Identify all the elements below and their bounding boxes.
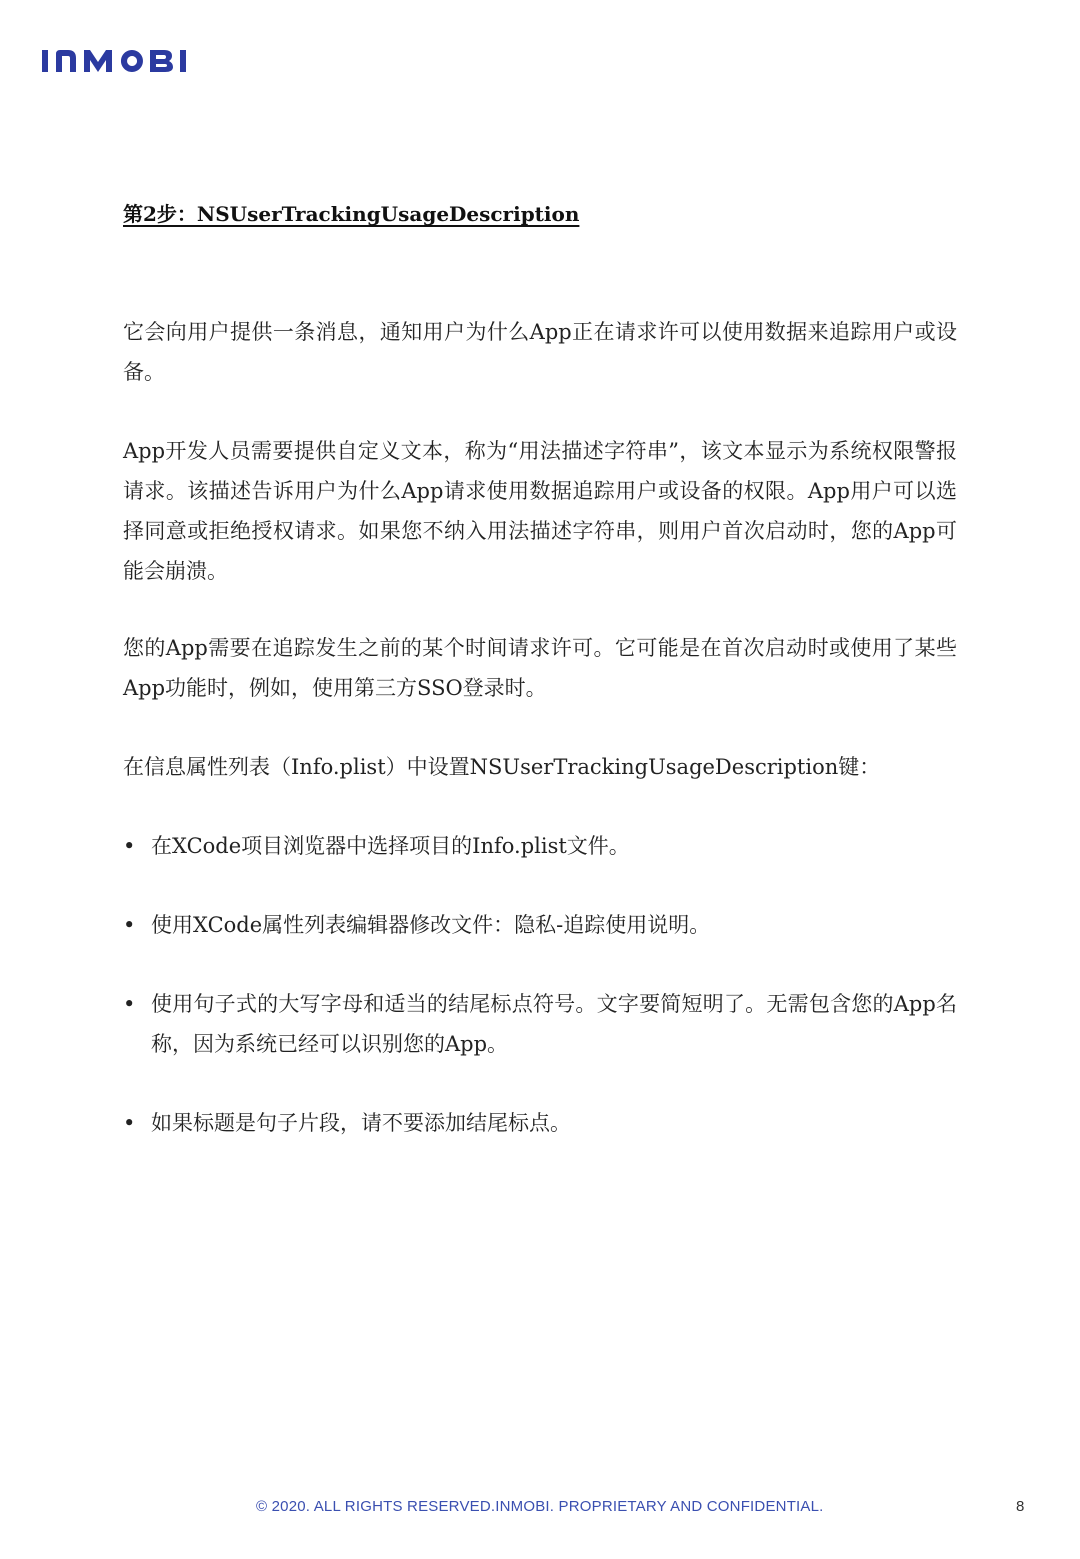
paragraph-request-timing: 您的App需要在追踪发生之前的某个时间请求许可。它可能是在首次启动时或使用了某些App功能时，例如，使用第三方SSO登录时。 (123, 636, 957, 700)
section-heading: 第2步：NSUserTrackingUsageDescription (123, 202, 580, 226)
list-item-text: 在XCode项目浏览器中选择项目的Info.plist文件。 (151, 834, 630, 858)
inmobi-logo-icon (40, 44, 216, 76)
copyright-notice: © 2020. ALL RIGHTS RESERVED.INMOBI. PROPRIETARY AND CONFIDENTIAL. (256, 1498, 824, 1515)
bullet-marker: • (123, 992, 136, 1016)
page-footer (0, 1498, 1080, 1522)
bullet-marker: • (123, 913, 136, 937)
bullet-marker: • (123, 1111, 136, 1135)
inmobi-logo (40, 44, 216, 76)
list-item-text: 如果标题是句子片段，请不要添加结尾标点。 (151, 1111, 571, 1135)
paragraph-usage-description: App开发人员需要提供自定义文本，称为“用法描述字符串”，该文本显示为系统权限警报请求。该描述告诉用户为什么App请求使用数据追踪用户或设备的权限。App用户可以选择同意或拒绝授权请求。如果您不纳入用法描述字符串，则用户首次启动时，您的App可能会崩溃。 (123, 439, 957, 583)
paragraph-intro: 它会向用户提供一条消息，通知用户为什么App正在请求许可以使用数据来追踪用户或设备。 (123, 320, 957, 384)
bullet-marker: • (123, 834, 136, 858)
page-number: 8 (1016, 1498, 1025, 1515)
paragraph-plist-setup: 在信息属性列表（Info.plist）中设置NSUserTrackingUsageDescription键： (123, 755, 881, 779)
list-item (123, 1103, 957, 1143)
list-item-text: 使用句子式的大写字母和适当的结尾标点符号。文字要简短明了。无需包含您的App名称，因为系统已经可以识别您的App。 (151, 992, 957, 1056)
list-item (123, 826, 957, 866)
list-item-text: 使用XCode属性列表编辑器修改文件：隐私-追踪使用说明。 (151, 913, 711, 937)
list-item (123, 984, 957, 1064)
list-item (123, 905, 957, 945)
